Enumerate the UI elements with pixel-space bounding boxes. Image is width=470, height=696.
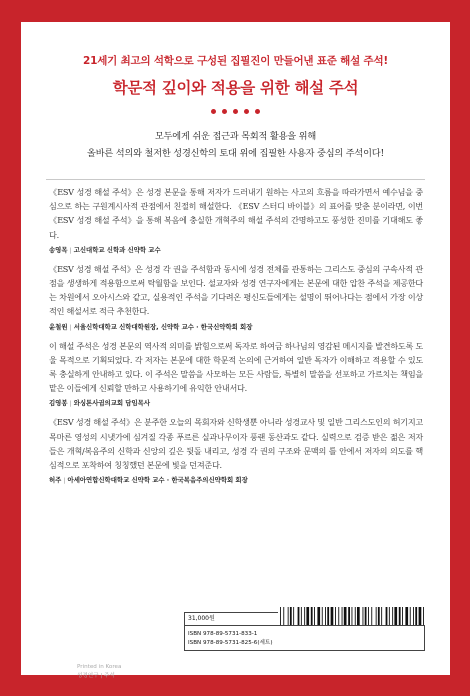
review-author — [49, 398, 423, 407]
review-4 — [49, 415, 423, 484]
review-text: 《ESV 성경 해설 주석》은 성경 본문을 통해 저자가 드러내기 원하는 사고의 흐름을 따라가면서 예수님을 중심으로 하는 구원계시사적 관점에서 친절히 해설한다. 《ESV 스터디 바이블》의 표어를 맞춘 분이라면, 이번 《ESV 성경 해설 주석》을 통해 복음에 충실한 개혁주의 해설 주석의 간명하고도 풍성한 진미를 기대해도 좋다. — [49, 187, 423, 240]
price-box — [184, 612, 278, 626]
author-role: 와싱톤사귐의교회 담임목사 — [73, 399, 150, 408]
dot-icon — [233, 109, 238, 114]
dot-icon — [255, 109, 260, 114]
author-separator: | — [69, 245, 72, 254]
isbn-line-1: ISBN 978-89-5731-833-1 — [188, 631, 258, 637]
intro-line-2: 올바른 석의와 철저한 성경신학의 토대 위에 집필한 사용자 중심의 주석이다! — [87, 148, 384, 159]
author-role: 아세아연합신학대학교 신약학 교수 · 한국복음주의신약학회 회장 — [67, 476, 248, 485]
intro-text — [21, 128, 450, 162]
barcode-icon — [278, 607, 426, 625]
imprint-line-1: Printed in Korea — [77, 664, 122, 670]
review-text: 《ESV 성경 해설 주석》은 분주한 오늘의 목회자와 신학생뿐 아니라 성경교사 및 일반 그리스도인의 허기지고 목마른 영성의 시냇가에 심겨질 각종 푸르른 실과나무이자 풍랜 동산과도 같다. 실력으로 검증 받은 젊은 저자들은 개혁/복음주의 신학과 신앙의 깊은 뒷돌 내리고, 성경 각 권의 구조와 문맥의 틀 안에서 저자의 의도를 핵심적으로 포착하여 칭칭했던 본문에 빛을 던져준다. — [49, 417, 423, 471]
review-author — [49, 245, 423, 254]
review-text: 이 해설 주석은 성경 본문의 역사적 의미를 밝힘으로써 독자로 하여금 하나님의 영감된 메시지를 발견하도록 도울 목적으로 기획되었다. 각 저자는 본문에 대한 학문적 논의에 근거하여 일반 독자가 이해하고 적용할 수 있도록 충실하게 안내하고 있다. 이 주석은 말씀을 사모하는 모든 사람들, 특별히 말씀을 선포하고 가르치는 책임을 맡은 이들에게 신뢰할 만하고 사용하기에 유익한 안내서다. — [49, 340, 423, 394]
dot-icon — [244, 109, 249, 114]
isbn-line-2: ISBN 978-89-5731-825-6(세트) — [188, 640, 273, 646]
review-1 — [49, 185, 423, 254]
header-title: 학문적 깊이와 적용을 위한 해설 주석 — [112, 79, 359, 97]
imprint-line-2: 성경연구 | 주석 — [77, 673, 115, 679]
author-role: 서울신학대학교 신학대학원장, 신약학 교수 · 한국신약학회 회장 — [73, 322, 253, 331]
author-separator: | — [69, 322, 72, 331]
author-separator: | — [69, 399, 72, 408]
author-role: 고신대학교 신학과 신약학 교수 — [73, 245, 161, 254]
review-author — [49, 475, 423, 484]
price-text: 31,000원 — [188, 615, 215, 622]
author-name: 송영목 — [49, 245, 68, 254]
author-name: 김영봉 — [49, 399, 68, 408]
dot-icon — [222, 109, 227, 114]
author-name: 윤철원 — [49, 322, 68, 331]
imprint — [77, 663, 121, 681]
review-author — [49, 322, 423, 331]
decorative-dots — [21, 109, 450, 114]
author-separator: | — [63, 476, 66, 485]
isbn-box — [184, 625, 425, 651]
intro-line-1: 모두에게 쉬운 접근과 목회적 활용을 위해 — [154, 131, 317, 142]
review-2 — [49, 262, 423, 331]
review-text: 《ESV 성경 해설 주석》은 성경 각 권을 주석함과 동시에 성경 전체를 관통하는 그리스도 중심의 구속사적 관점을 생생하게 적용함으로써 탁월함을 보인다. 설교자와 성경 연구자에게는 본문에 대한 압찬 주석을 제공한다는 차원에서 오아시스와 같고, 실용적인 주석을 기다려온 평신도들에게는 설명이 뛰어나다는 점에서 가장 이상적인 해설서로 적극 추천한다. — [49, 263, 423, 317]
divider — [46, 179, 425, 180]
author-name: 허주 — [49, 476, 62, 485]
review-3 — [49, 339, 423, 408]
dot-icon — [211, 109, 216, 114]
header-subtitle: 21세기 최고의 석학으로 구성된 집필진이 만들어낸 표준 해설 주석! — [83, 55, 388, 67]
reviews-section — [49, 185, 423, 492]
back-cover-panel — [21, 22, 450, 679]
